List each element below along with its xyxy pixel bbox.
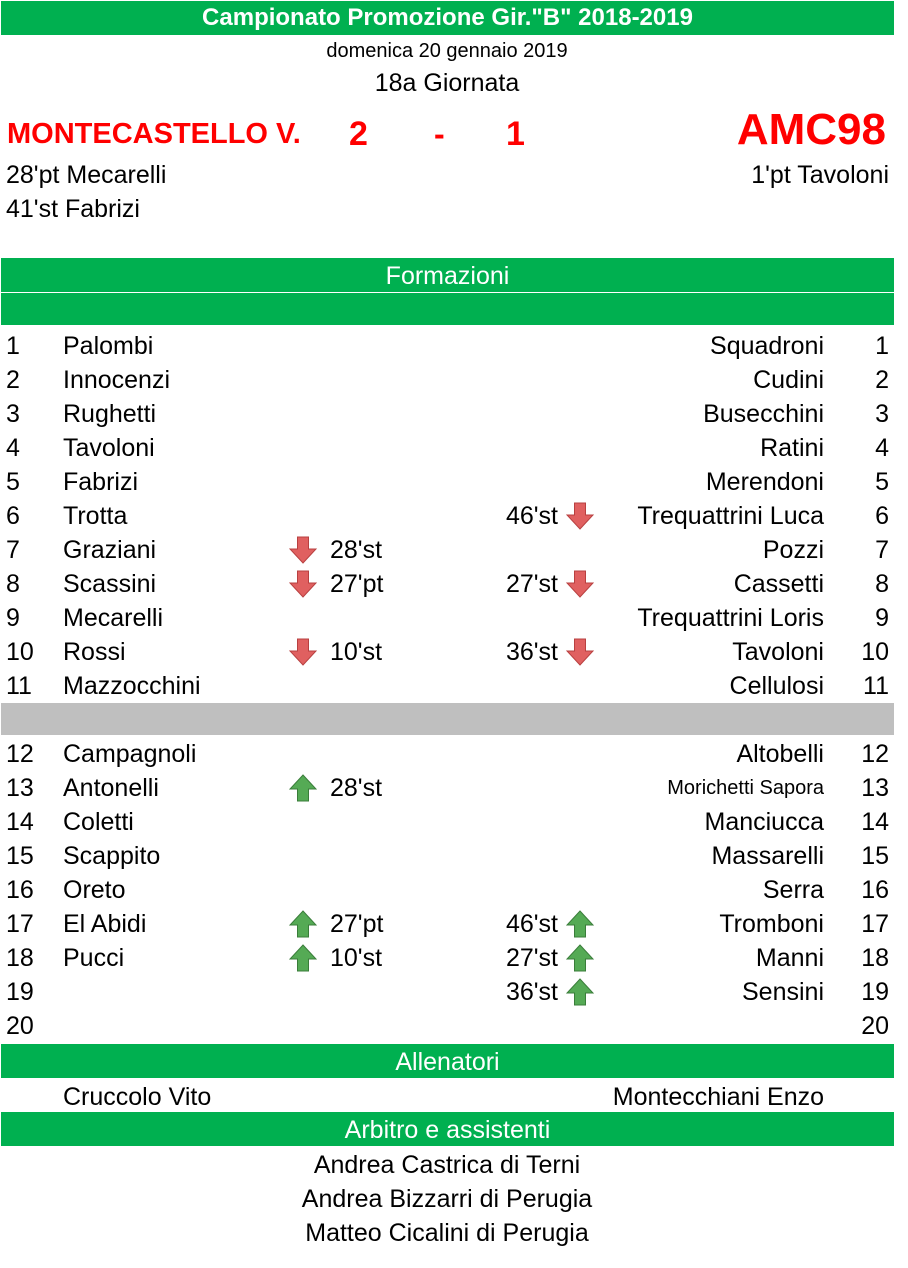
away-shirt-number: 19: [861, 978, 889, 1006]
away-shirt-number: 3: [875, 400, 889, 428]
page-title: Campionato Promozione Gir."B" 2018-2019: [202, 4, 693, 31]
substitution-out-arrow-icon: [289, 535, 317, 565]
assistant-referee: Andrea Bizzarri di Perugia: [301, 1185, 593, 1213]
substitution-in-arrow-icon: [566, 943, 594, 973]
away-player: Morichetti Sapora: [667, 777, 824, 799]
home-shirt-number: 3: [6, 400, 20, 428]
home-player: Oreto: [63, 876, 126, 904]
home-substitution-time: 28'st: [330, 774, 383, 802]
home-player: Palombi: [63, 332, 154, 360]
home-player: El Abidi: [63, 910, 147, 938]
home-player: Innocenzi: [63, 366, 171, 394]
away-player: Tavoloni: [732, 638, 824, 666]
away-shirt-number: 17: [861, 910, 889, 938]
substitution-out-arrow-icon: [566, 569, 594, 599]
score-separator: -: [434, 116, 445, 152]
away-player: Massarelli: [711, 842, 824, 870]
home-coach: Cruccolo Vito: [63, 1083, 212, 1111]
away-shirt-number: 5: [875, 468, 889, 496]
away-player: Serra: [762, 876, 824, 904]
away-player: Cassetti: [733, 570, 824, 598]
away-player: Trequattrini Loris: [637, 604, 824, 632]
home-substitution-time: 10'st: [330, 638, 383, 666]
home-shirt-number: 20: [6, 1012, 34, 1040]
substitution-out-arrow-icon: [566, 501, 594, 531]
referees-heading: Arbitro e assistenti: [344, 1116, 551, 1144]
home-shirt-number: 10: [6, 638, 34, 666]
lineups-spacer-bar: [1, 293, 894, 325]
substitution-in-arrow-icon: [566, 909, 594, 939]
home-shirt-number: 16: [6, 876, 34, 904]
home-player: Tavoloni: [63, 434, 155, 462]
away-shirt-number: 1: [875, 332, 889, 360]
lineups-header-bar: [1, 258, 894, 292]
home-team-name: MONTECASTELLO V.: [7, 118, 301, 150]
assistant-referee: Matteo Cicalini di Perugia: [305, 1219, 589, 1247]
away-player: Cellulosi: [729, 672, 824, 700]
home-player: Graziani: [63, 536, 157, 564]
away-shirt-number: 14: [861, 808, 889, 836]
home-shirt-number: 17: [6, 910, 34, 938]
home-shirt-number: 5: [6, 468, 20, 496]
away-shirt-number: 18: [861, 944, 889, 972]
away-shirt-number: 13: [861, 774, 889, 802]
home-scorer: 41'st Fabrizi: [6, 195, 140, 223]
bench-divider: [1, 703, 894, 735]
coaches-heading: Allenatori: [395, 1048, 500, 1076]
substitution-out-arrow-icon: [566, 637, 594, 667]
away-player: Pozzi: [762, 536, 824, 564]
home-substitution-time: 27'pt: [330, 910, 384, 938]
home-shirt-number: 12: [6, 740, 34, 768]
away-shirt-number: 9: [875, 604, 889, 632]
substitution-in-arrow-icon: [289, 943, 317, 973]
home-player: Coletti: [63, 808, 134, 836]
home-shirt-number: 1: [6, 332, 20, 360]
substitution-in-arrow-icon: [566, 977, 594, 1007]
home-shirt-number: 2: [6, 366, 20, 394]
home-shirt-number: 8: [6, 570, 20, 598]
away-shirt-number: 16: [861, 876, 889, 904]
home-shirt-number: 18: [6, 944, 34, 972]
home-shirt-number: 7: [6, 536, 20, 564]
away-shirt-number: 6: [875, 502, 889, 530]
home-player: Rughetti: [63, 400, 157, 428]
away-substitution-time: 36'st: [505, 978, 558, 1006]
away-player: Merendoni: [705, 468, 824, 496]
away-player: Altobelli: [736, 740, 824, 768]
home-player: Scappito: [63, 842, 161, 870]
away-player: Cudini: [753, 366, 824, 394]
referee: Andrea Castrica di Terni: [313, 1151, 581, 1179]
away-shirt-number: 10: [861, 638, 889, 666]
home-shirt-number: 19: [6, 978, 34, 1006]
home-player: Trotta: [63, 502, 128, 530]
round-label: 18a Giornata: [374, 69, 520, 97]
home-shirt-number: 11: [6, 672, 32, 700]
home-shirt-number: 13: [6, 774, 34, 802]
away-shirt-number: 11: [863, 672, 889, 700]
substitution-in-arrow-icon: [289, 909, 317, 939]
away-shirt-number: 8: [875, 570, 889, 598]
lineups-heading: Formazioni: [385, 262, 510, 290]
home-player: Rossi: [63, 638, 126, 666]
coaches-header-bar: [1, 1044, 894, 1078]
away-substitution-time: 46'st: [505, 502, 558, 530]
away-coach: Montecchiani Enzo: [612, 1083, 824, 1111]
away-substitution-time: 46'st: [505, 910, 558, 938]
away-player: Ratini: [760, 434, 824, 462]
away-player: Tromboni: [719, 910, 824, 938]
home-player: Mecarelli: [63, 604, 164, 632]
away-scorer: 1'pt Tavoloni: [751, 161, 889, 189]
home-shirt-number: 9: [6, 604, 20, 632]
title-bar: [1, 1, 894, 35]
home-player: Fabrizi: [63, 468, 139, 496]
away-shirt-number: 2: [875, 366, 889, 394]
home-shirt-number: 6: [6, 502, 20, 530]
substitution-out-arrow-icon: [289, 637, 317, 667]
home-player: Pucci: [63, 944, 125, 972]
substitution-in-arrow-icon: [289, 773, 317, 803]
home-player: Antonelli: [63, 774, 159, 802]
away-team-name: AMC98: [736, 105, 886, 154]
away-shirt-number: 20: [861, 1012, 889, 1040]
home-substitution-time: 10'st: [330, 944, 383, 972]
substitution-out-arrow-icon: [289, 569, 317, 599]
away-shirt-number: 4: [875, 434, 889, 462]
away-shirt-number: 7: [875, 536, 889, 564]
away-player: Manciucca: [704, 808, 824, 836]
away-score: 1: [506, 115, 525, 153]
home-substitution-time: 27'pt: [330, 570, 384, 598]
away-substitution-time: 36'st: [505, 638, 558, 666]
away-player: Manni: [755, 944, 824, 972]
away-player: Sensini: [742, 978, 824, 1006]
home-shirt-number: 14: [6, 808, 34, 836]
away-player: Busecchini: [703, 400, 824, 428]
away-player: Squadroni: [710, 332, 824, 360]
home-scorer: 28'pt Mecarelli: [6, 161, 167, 189]
away-shirt-number: 12: [861, 740, 889, 768]
away-substitution-time: 27'st: [505, 570, 558, 598]
home-player: Campagnoli: [63, 740, 197, 768]
referees-header-bar: [1, 1112, 894, 1146]
match-date: domenica 20 gennaio 2019: [326, 40, 568, 62]
home-substitution-time: 28'st: [330, 536, 383, 564]
away-substitution-time: 27'st: [505, 944, 558, 972]
home-shirt-number: 15: [6, 842, 34, 870]
home-player: Scassini: [63, 570, 157, 598]
away-shirt-number: 15: [861, 842, 889, 870]
home-score: 2: [349, 115, 368, 153]
home-shirt-number: 4: [6, 434, 20, 462]
away-player: Trequattrini Luca: [637, 502, 824, 530]
home-player: Mazzocchini: [63, 672, 201, 700]
